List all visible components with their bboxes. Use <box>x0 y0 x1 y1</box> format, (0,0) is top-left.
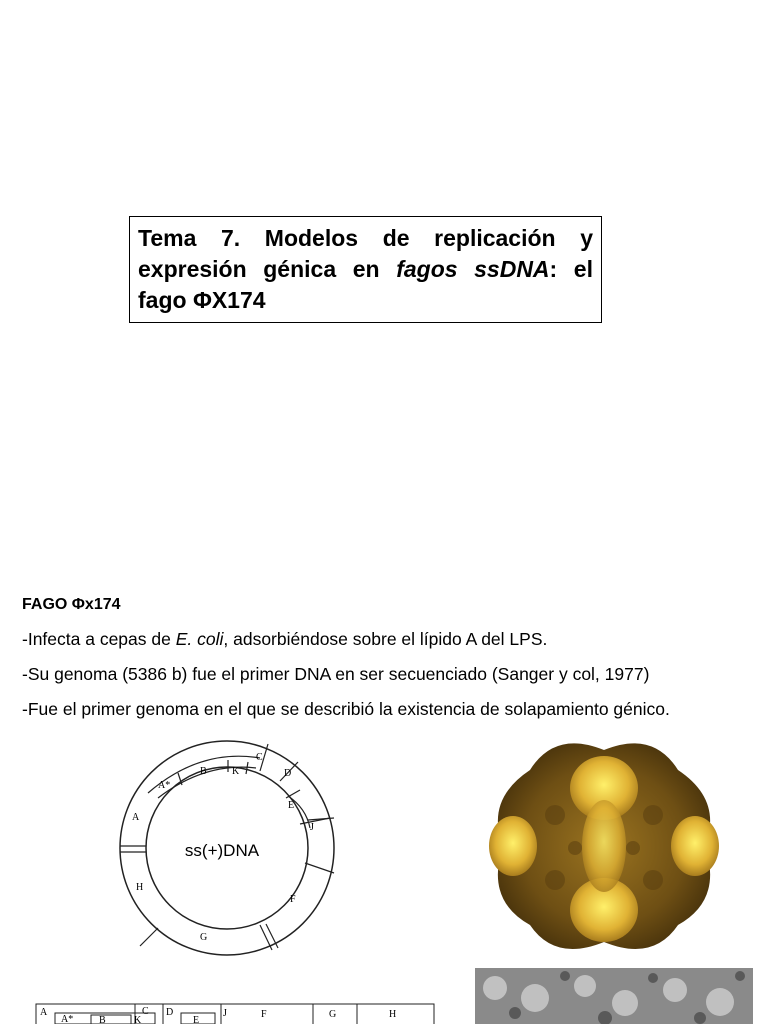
center-label: ss(+)DNA <box>184 841 260 860</box>
gene-label-D: D <box>284 768 292 779</box>
title-part2: fagos ssDNA <box>396 256 550 282</box>
gene-label-F: F <box>290 894 296 905</box>
linear-label-A-star: A* <box>61 1014 74 1024</box>
bullet-2: -Su genoma (5386 b) fue el primer DNA en ser secuenciado (Sanger y col, 1977) <box>22 664 650 684</box>
linear-label-K: K <box>134 1015 142 1024</box>
linear-label-B: B <box>99 1015 106 1024</box>
gene-label-B: B <box>200 766 207 777</box>
gene-label-G: G <box>200 932 208 943</box>
linear-label-G: G <box>329 1009 337 1020</box>
bullet-3: -Fue el primer genoma en el que se describió la existencia de solapamiento génico. <box>22 699 670 719</box>
title-part1: Tema 7. Modelos de replicación y expresión génica en <box>138 225 593 282</box>
gene-label-A: A <box>132 812 140 823</box>
linear-label-A: A <box>40 1007 48 1018</box>
gene-label-A-star: A* <box>158 780 171 791</box>
linear-label-H: H <box>389 1009 397 1020</box>
linear-label-E: E <box>193 1015 200 1024</box>
electron-micrograph-image <box>475 968 753 1024</box>
gene-label-C: C <box>256 752 263 763</box>
linear-label-J: J <box>223 1008 227 1019</box>
phage-capsid-image <box>485 730 723 962</box>
title-part3: : el fago ΦX174 <box>138 256 593 313</box>
gene-label-H: H <box>136 882 144 893</box>
gene-label-J: J <box>310 822 314 833</box>
linear-gene-map <box>35 1002 437 1024</box>
bullet-1: -Infecta a cepas de E. coli, adsorbiéndose sobre el lípido A del LPS. <box>22 629 548 649</box>
slide-title <box>129 216 602 323</box>
section-heading: FAGO Φx174 <box>22 596 121 613</box>
linear-label-D: D <box>166 1007 174 1018</box>
gene-label-E: E <box>288 800 295 811</box>
linear-label-C: C <box>142 1006 149 1017</box>
circular-genome-map <box>110 738 370 968</box>
gene-label-K: K <box>232 766 240 777</box>
linear-label-F: F <box>261 1009 267 1020</box>
